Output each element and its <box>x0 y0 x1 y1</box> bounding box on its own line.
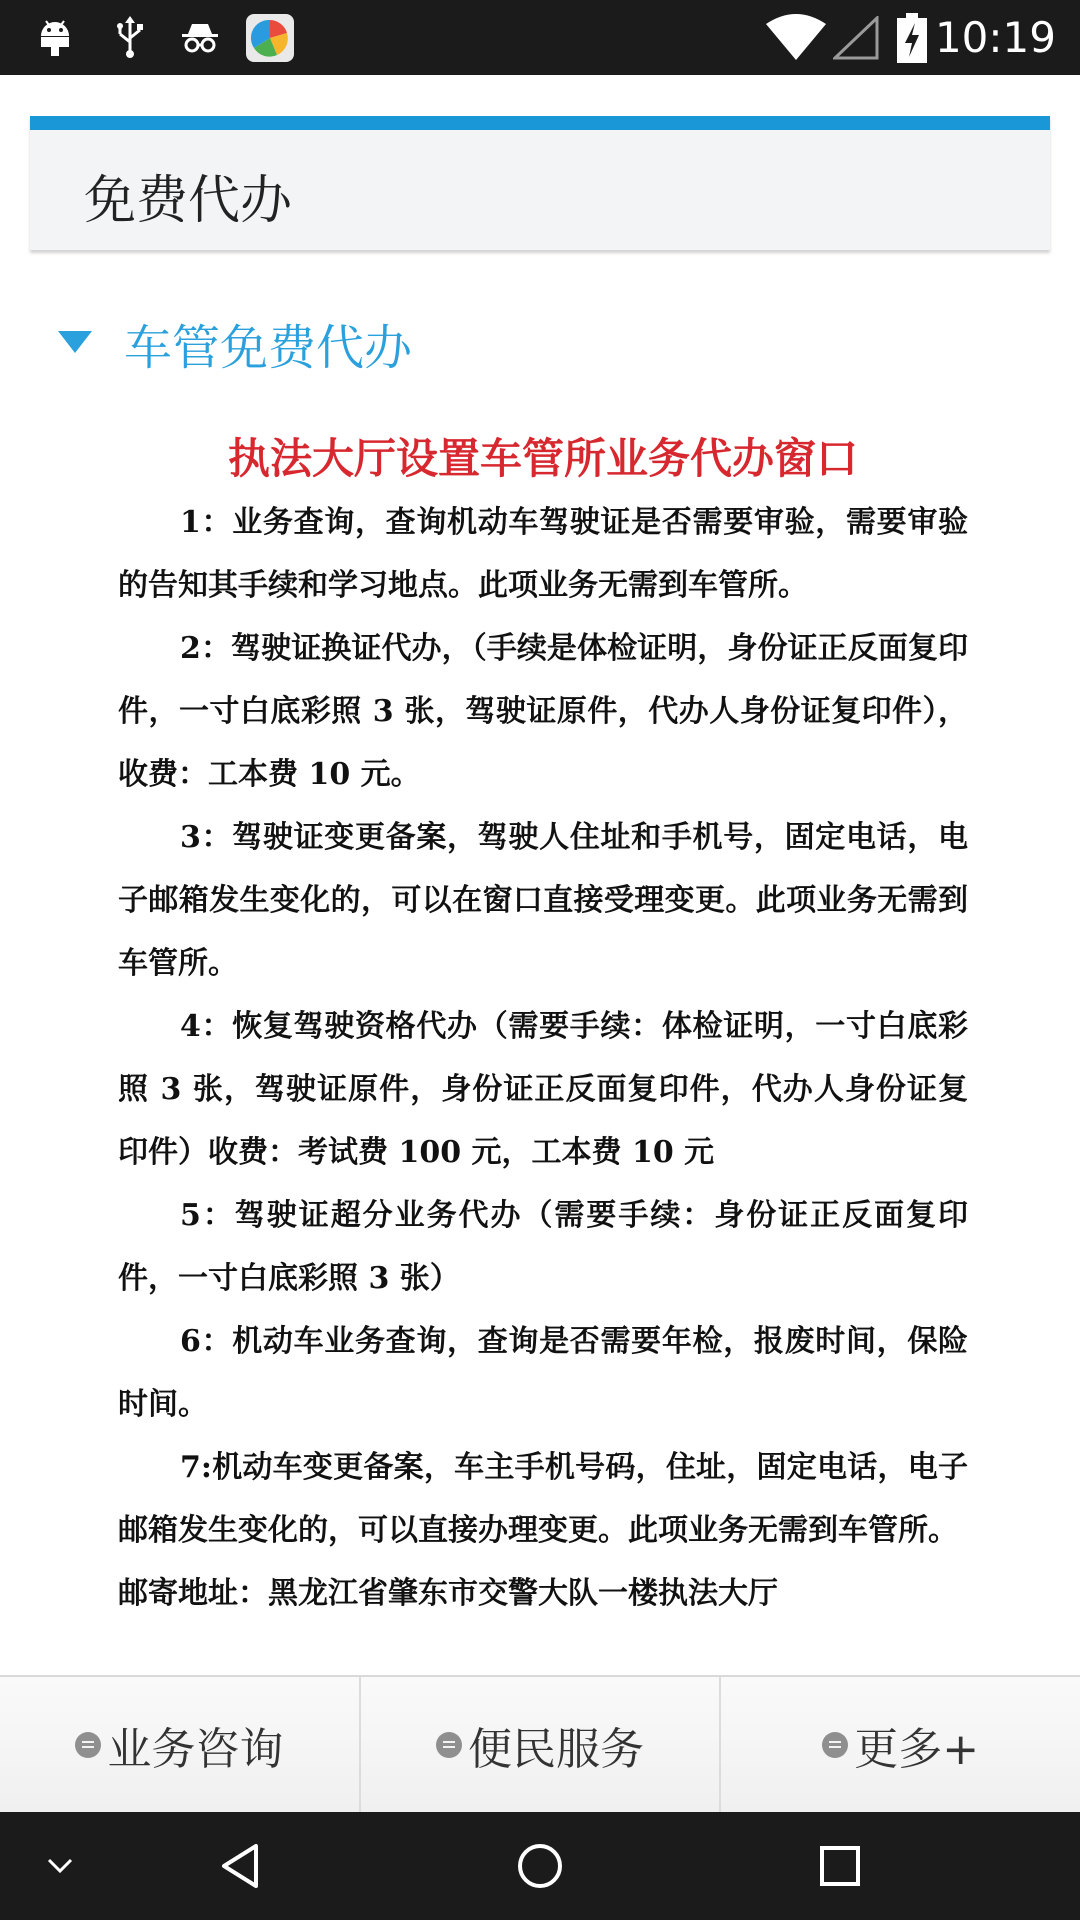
article-paragraph-2: 2：驾驶证换证代办，（手续是体检证明，身份证正反面复印件，一寸白底彩照 3 张，驾驶证原件，代办人身份证复印件），收费：工本费 10 元。 <box>118 631 968 792</box>
menu-circle-icon <box>822 1732 848 1758</box>
article-title: 执法大厅设置车管所业务代办窗口 <box>227 434 858 483</box>
status-time: 10:19 <box>934 13 1056 62</box>
back-icon[interactable] <box>200 1812 280 1920</box>
tab-label: 业务咨询 <box>107 1723 284 1775</box>
cell-signal-icon <box>832 0 880 75</box>
tab-convenience-services[interactable] <box>361 1677 722 1812</box>
page-title: 免费代办 <box>84 171 293 231</box>
article-paragraph-7: 7:机动车变更备案，车主手机号码，住址，固定电话，电子邮箱发生变化的，可以直接办理变更。此项业务无需到车管所。 <box>118 1450 968 1548</box>
incognito-icon <box>175 0 225 75</box>
tab-more[interactable] <box>721 1677 1080 1812</box>
status-bar <box>0 0 1080 75</box>
tab-label: 便民服务 <box>468 1723 644 1775</box>
tab-label: 更多+ <box>854 1723 980 1775</box>
section-title: 车管免费代办 <box>124 319 413 376</box>
tab-business-consult[interactable] <box>0 1677 361 1812</box>
navigation-bar <box>0 1812 1080 1920</box>
app-store-icon <box>244 0 296 75</box>
section-toggle[interactable] <box>58 303 412 383</box>
hide-keyboard-icon[interactable] <box>30 1812 90 1920</box>
menu-circle-icon <box>75 1732 101 1758</box>
article <box>118 427 968 1625</box>
page-header <box>30 116 1050 250</box>
article-paragraph-5: 5：驾驶证超分业务代办（需要手续：身份证正反面复印件，一寸白底彩照 3 张） <box>118 1198 968 1296</box>
article-paragraph-1: 1：业务查询，查询机动车驾驶证是否需要审验，需要审验的告知其手续和学习地点。此项业务无需到车管所。 <box>118 505 968 603</box>
caret-down-icon <box>58 331 92 355</box>
battery-charging-icon <box>892 0 932 75</box>
recents-icon[interactable] <box>800 1812 880 1920</box>
home-icon[interactable] <box>500 1812 580 1920</box>
wifi-icon <box>762 0 830 75</box>
page-content[interactable] <box>0 75 1080 1675</box>
bottom-tab-bar <box>0 1675 1080 1812</box>
android-debug-icon <box>30 0 80 75</box>
menu-circle-icon <box>436 1732 462 1758</box>
mailing-address: 邮寄地址：黑龙江省肇东市交警大队一楼执法大厅 <box>118 1576 778 1611</box>
article-paragraph-6: 6：机动车业务查询，查询是否需要年检，报废时间，保险时间。 <box>118 1324 968 1422</box>
usb-icon <box>105 0 155 75</box>
article-paragraph-3: 3：驾驶证变更备案，驾驶人住址和手机号，固定电话，电子邮箱发生变化的，可以在窗口直接受理变更。此项业务无需到车管所。 <box>118 820 968 981</box>
article-paragraph-4: 4：恢复驾驶资格代办（需要手续：体检证明，一寸白底彩照 3 张，驾驶证原件，身份证正反面复印件，代办人身份证复印件）收费：考试费 100 元，工本费 10 元 <box>118 1009 968 1170</box>
